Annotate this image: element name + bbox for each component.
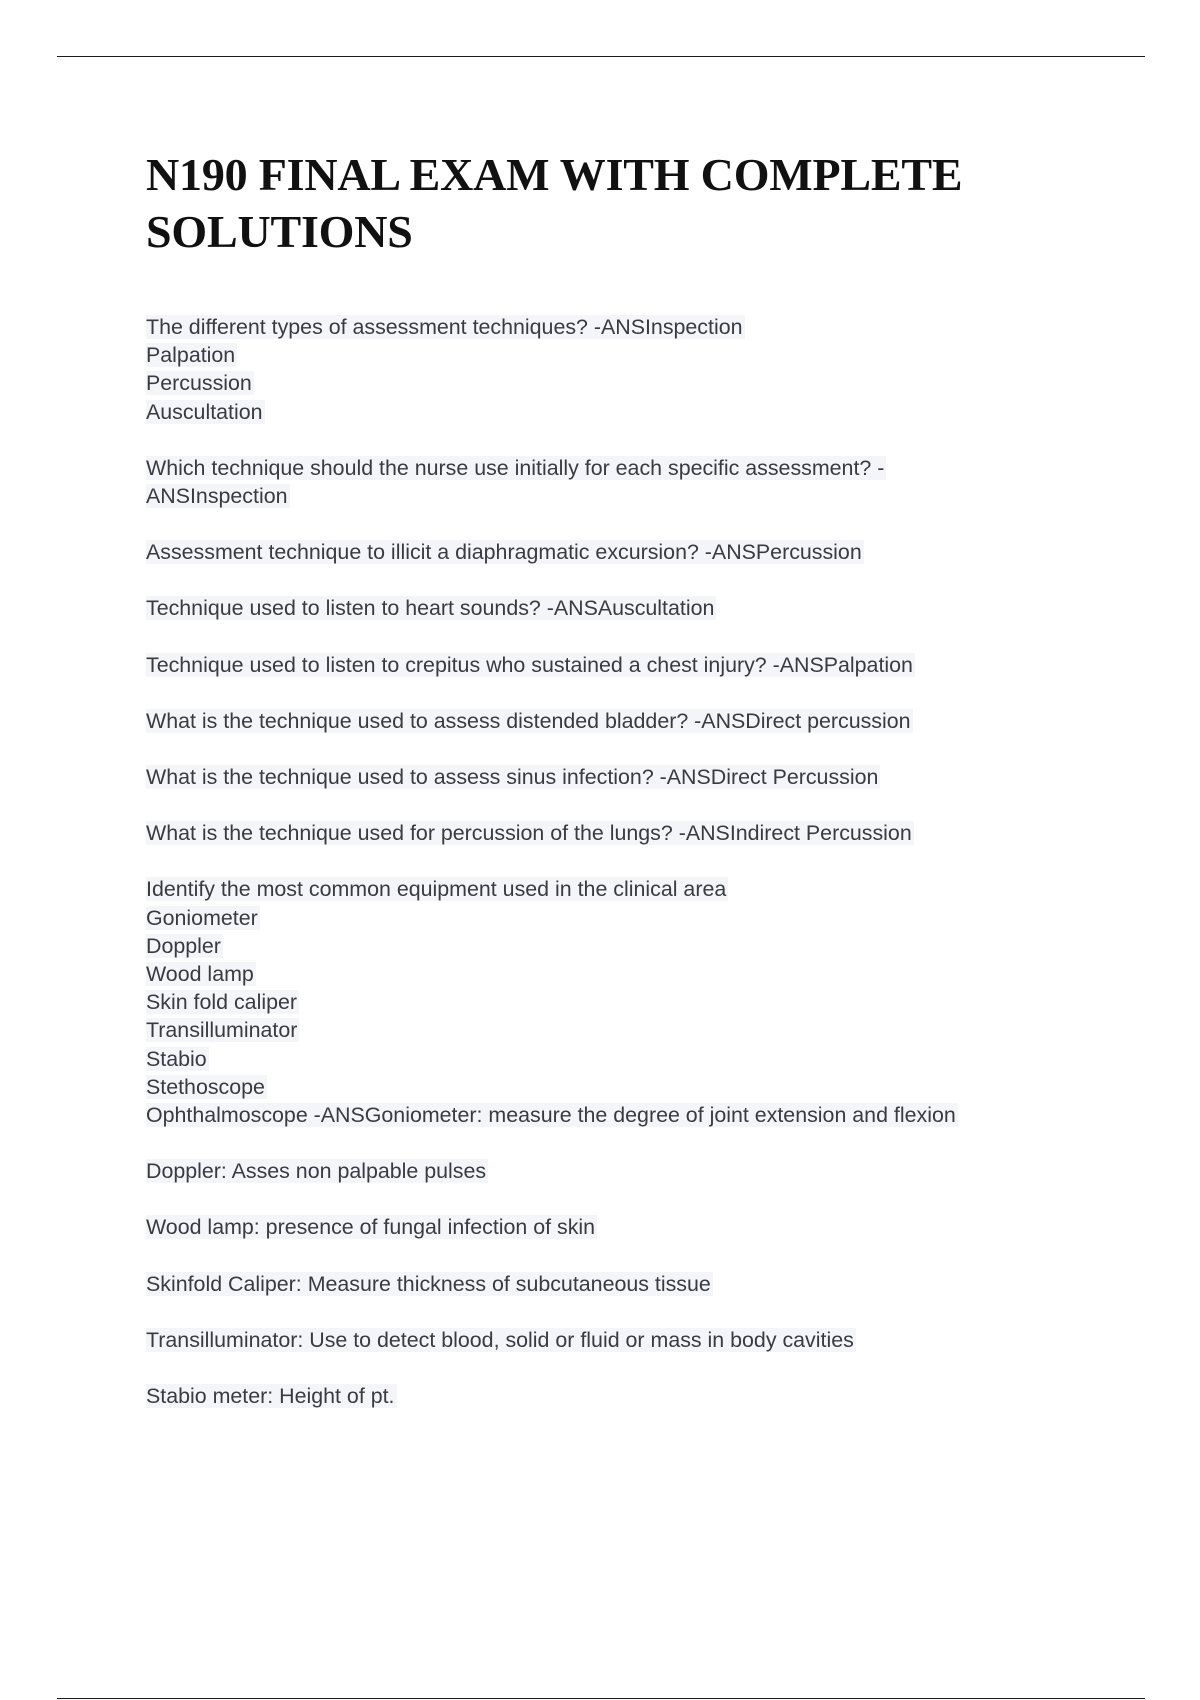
qa-item-3 [146, 538, 1146, 566]
title-line-2: SOLUTIONS [146, 206, 413, 257]
text-line: Identify the most common equipment used in the clinical area [146, 877, 727, 902]
text-line: Technique used to listen to crepitus who sustained a chest injury? -ANSPalpation [146, 652, 913, 677]
text-line: What is the technique used for percussion of the lungs? -ANSIndirect Percussion [146, 821, 912, 846]
text-line: Transilluminator [146, 1018, 298, 1043]
text-line: Stabio meter: Height of pt. [146, 1384, 395, 1409]
qa-item-12 [146, 1270, 1146, 1298]
title-line-1: N190 FINAL EXAM WITH COMPLETE [146, 149, 963, 200]
qa-item-5 [146, 651, 1146, 679]
text-line: Technique used to listen to heart sounds? -ANSAuscultation [146, 596, 715, 621]
text-line: Wood lamp [146, 962, 254, 987]
top-rule [57, 56, 1145, 57]
qa-item-1 [146, 313, 1146, 426]
page-title [146, 146, 1106, 260]
text-line: Goniometer [146, 905, 258, 930]
qa-item-4 [146, 594, 1146, 622]
text-line: Transilluminator: Use to detect blood, solid or fluid or mass in body cavities [146, 1327, 854, 1352]
text-line: Skin fold caliper [146, 990, 297, 1015]
qa-item-9 [146, 875, 1146, 1129]
qa-item-13 [146, 1326, 1146, 1354]
text-line: The different types of assessment techniques? -ANSInspection [146, 315, 743, 339]
text-line: Assessment technique to illicit a diaphragmatic excursion? -ANSPercussion [146, 540, 862, 565]
document-body [146, 313, 1146, 1438]
text-line: Doppler: Asses non palpable pulses [146, 1159, 487, 1184]
text-line: What is the technique used to assess sinus infection? -ANSDirect Percussion [146, 765, 879, 790]
qa-item-6 [146, 707, 1146, 735]
text-line: Ophthalmoscope -ANSGoniometer: measure the degree of joint extension and flexion [146, 1103, 956, 1128]
text-line: Skinfold Caliper: Measure thickness of subcutaneous tissue [146, 1271, 711, 1296]
text-line: Doppler [146, 933, 221, 958]
text-line: Stabio [146, 1046, 207, 1071]
qa-item-2 [146, 454, 1146, 510]
text-line: What is the technique used to assess distended bladder? -ANSDirect percussion [146, 708, 911, 733]
qa-item-14 [146, 1382, 1146, 1410]
qa-item-10 [146, 1157, 1146, 1185]
text-line: Auscultation [146, 399, 263, 424]
text-line: Wood lamp: presence of fungal infection of skin [146, 1215, 596, 1240]
qa-item-7 [146, 763, 1146, 791]
bottom-rule [57, 1698, 1145, 1699]
text-line: Palpation [146, 343, 236, 368]
text-line: Stethoscope [146, 1074, 265, 1099]
text-line: Which technique should the nurse use initially for each specific assessment? - [146, 455, 885, 480]
text-line: Percussion [146, 371, 252, 396]
text-line: ANSInspection [146, 484, 288, 509]
qa-item-8 [146, 819, 1146, 847]
qa-item-11 [146, 1213, 1146, 1241]
